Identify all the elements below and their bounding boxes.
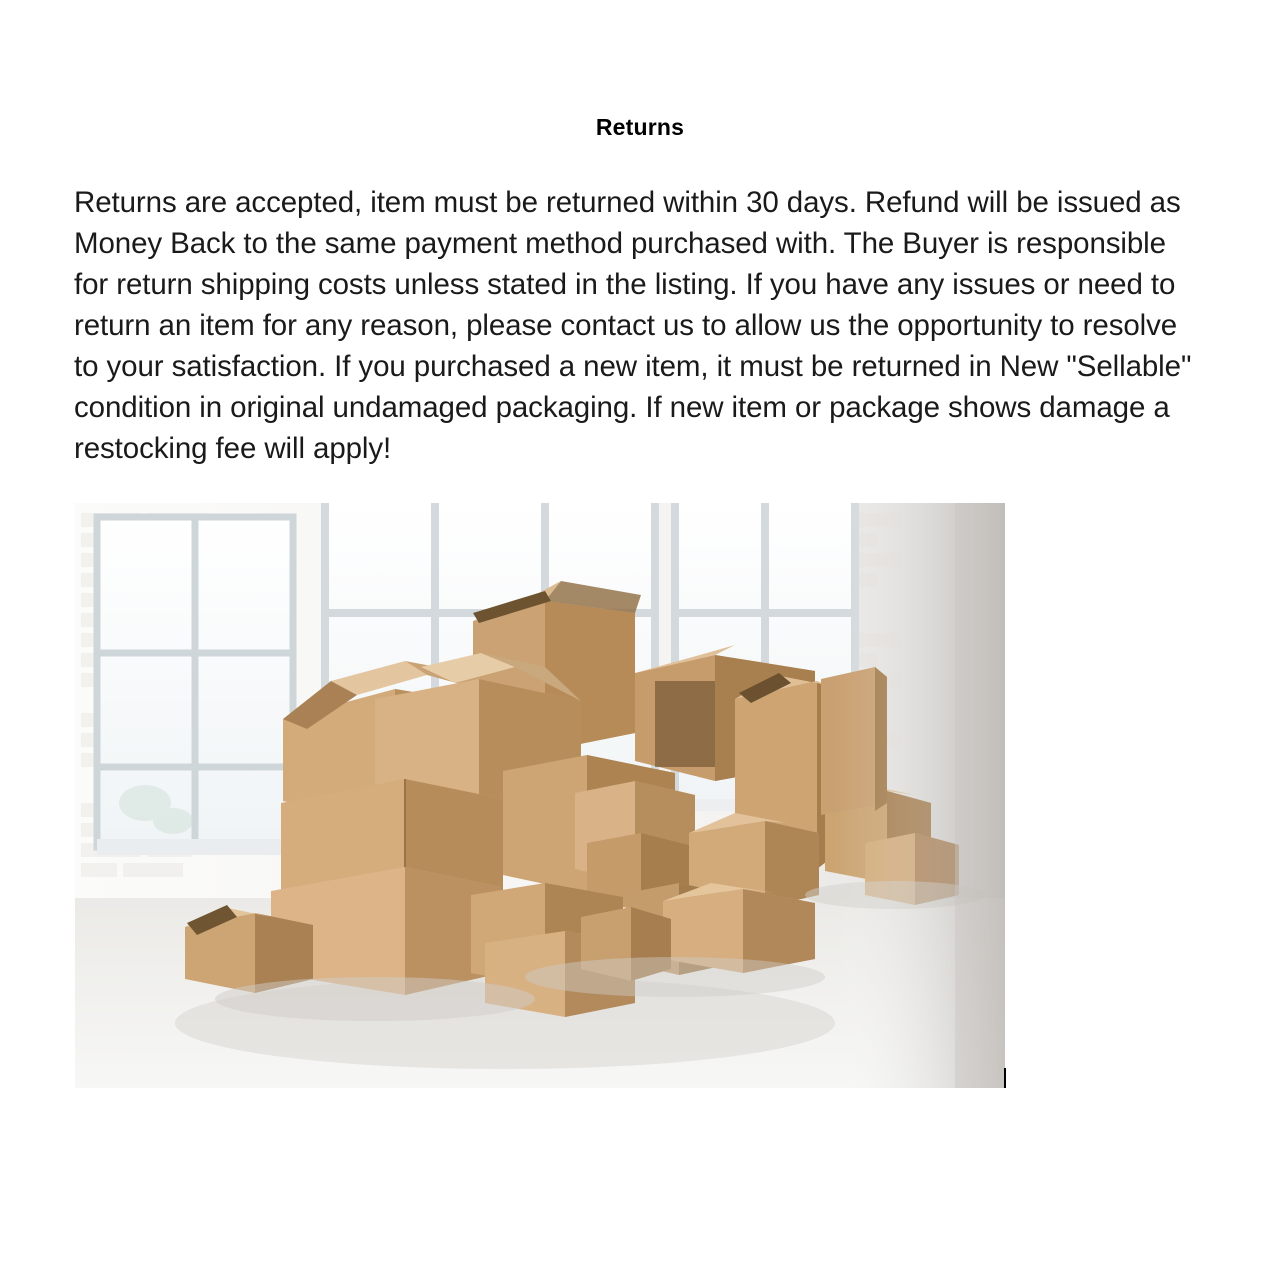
moving-boxes-photo xyxy=(75,503,1005,1088)
page-title: Returns xyxy=(595,114,685,140)
text-cursor xyxy=(1004,1068,1006,1088)
returns-policy-text: Returns are accepted, item must be returned within 30 days. Refund will be issued as Money Back to the same payment method purchased with. The Buyer is responsible for return shipping costs unless stated in the listing. If you have any issues or need to return an item for any reason, please contact us to allow us the opportunity to resolve to your satisfaction. If you purchased a new item, it must be returned in New "Sellable" condition in original undamaged packaging. If new item or package shows damage a restocking fee will apply! xyxy=(74,186,1192,465)
